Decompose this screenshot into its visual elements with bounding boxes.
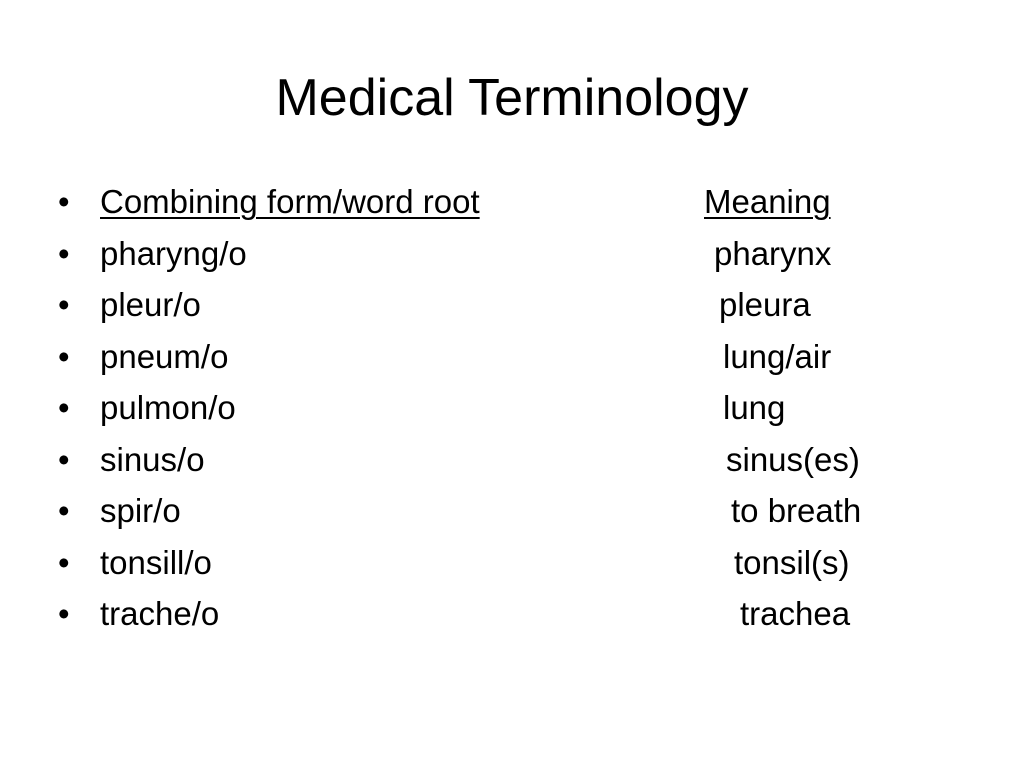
bullet-icon: •	[58, 286, 70, 323]
term-text: tonsill/o	[100, 543, 212, 581]
meaning-column-heading: Meaning	[704, 183, 831, 220]
bullet-icon: •	[58, 183, 70, 220]
meaning-text: pharynx	[714, 234, 832, 272]
term-text: trache/o	[100, 595, 220, 632]
list-item	[58, 228, 958, 280]
meaning-text: sinus(es)	[726, 440, 860, 478]
term-list	[58, 176, 958, 640]
term-text: pneum/o	[100, 337, 229, 375]
bullet-icon: •	[58, 492, 70, 529]
term-text: pulmon/o	[100, 389, 236, 426]
bullet-icon: •	[58, 543, 70, 581]
bullet-icon: •	[58, 337, 70, 375]
meaning-text: trachea	[740, 595, 851, 632]
meaning-text: to breath	[731, 492, 862, 529]
slide-title: Medical Terminology	[275, 69, 749, 127]
list-item	[58, 485, 958, 537]
term-text: sinus/o	[100, 440, 205, 478]
meaning-text: lung/air	[723, 337, 832, 375]
bullet-icon: •	[58, 389, 70, 426]
list-item	[58, 588, 958, 640]
list-item	[58, 331, 958, 383]
term-text: pharyng/o	[100, 234, 247, 272]
bullet-icon: •	[58, 440, 70, 478]
term-text: spir/o	[100, 492, 181, 529]
term-text: pleur/o	[100, 286, 201, 323]
list-item	[58, 537, 958, 589]
term-column-heading: Combining form/word root	[100, 183, 480, 220]
meaning-text: pleura	[719, 286, 811, 323]
meaning-text: tonsil(s)	[734, 543, 850, 581]
list-item	[58, 434, 958, 486]
list-item	[58, 279, 958, 331]
list-item	[58, 382, 958, 434]
list-header-row	[58, 176, 958, 228]
meaning-text: lung	[723, 389, 786, 426]
bullet-icon: •	[58, 595, 70, 632]
bullet-icon: •	[58, 234, 70, 272]
